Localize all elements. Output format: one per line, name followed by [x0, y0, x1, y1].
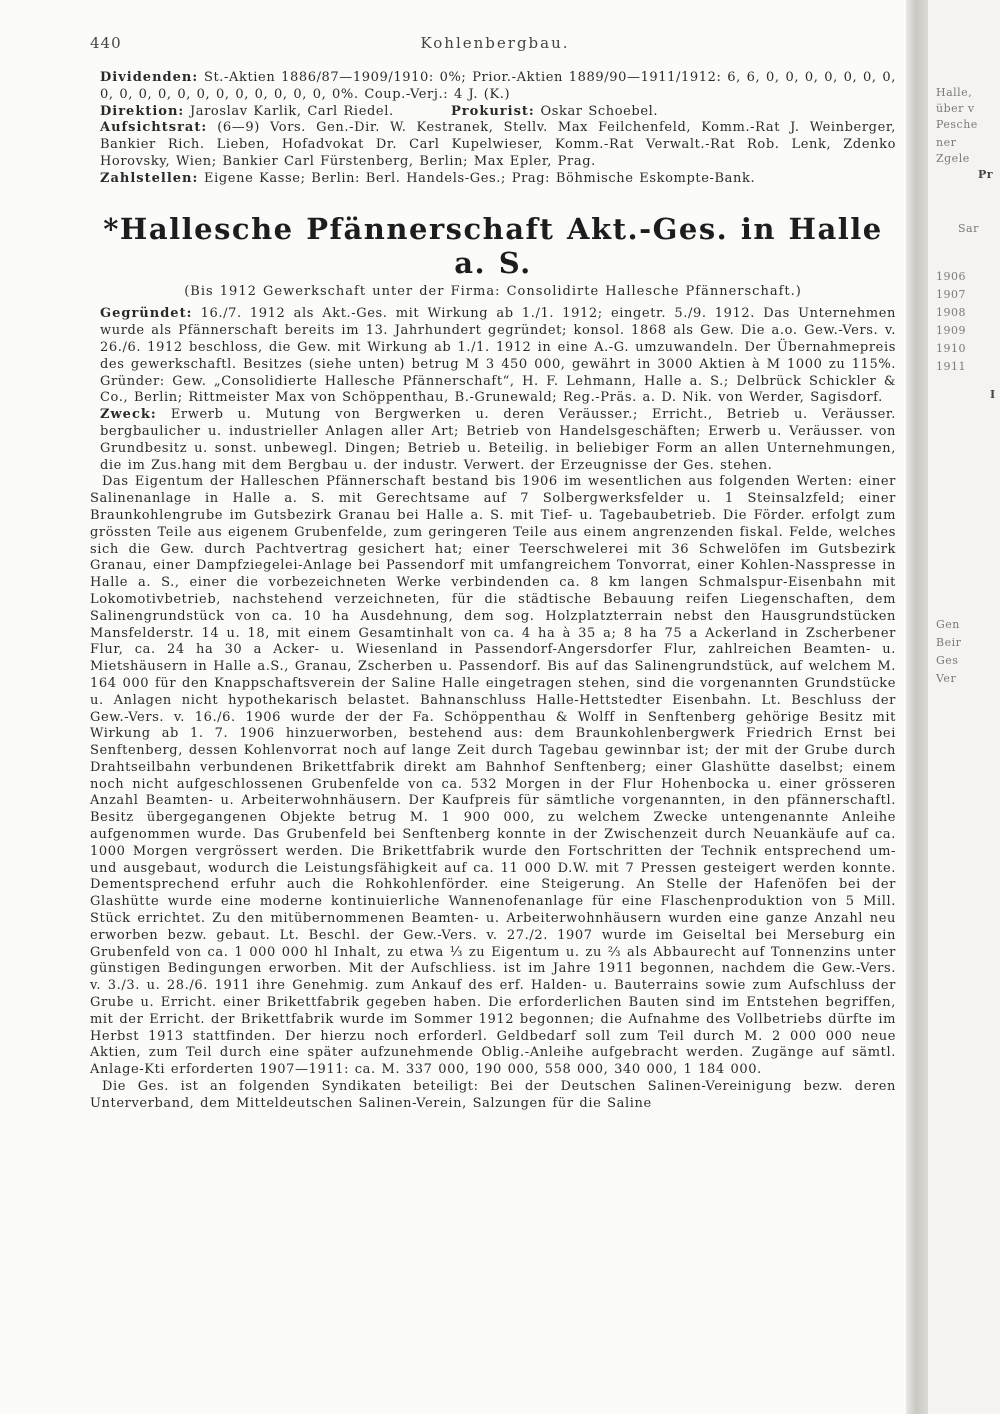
- page-header: [90, 34, 900, 58]
- paying-agents-text: Eigene Kasse; Berlin: Berl. Handels-Ges.; Prag: Böhmische Eskompte-Bank.: [204, 170, 756, 186]
- board-label: Aufsichtsrat:: [100, 120, 208, 136]
- purpose-label: Zweck:: [100, 407, 157, 423]
- fragment-text: Pr: [978, 168, 994, 181]
- fragment-text: Gen: [936, 618, 960, 631]
- founded-text: 16./7. 1912 als Akt.-Ges. mit Wirkung ab 1./1. 1912; eingetr. 5./9. 1912. Das Unternehmen wurde als Pfännerschaft bereits im 13. Jahrhundert gegründet; konsol. 1868 als Gew. Die a.o. Gew.-Vers. v. 26./6. 1912 beschloss, die Gew. mit Wirkung ab 1./1. 1912 in eine A.-G. umzuwandeln. Der Übernahmepreis des gewerkschaftl. Besitzes (siehe unten) betrug M 3 450 000, gewährt in 3000 Aktien à M 1000 zu 115%. Gründer: Gew. „Consolidierte Hallesche Pfännerschaft“, H. F. Lehmann, Halle a. S.; Delbrück Schickler & Co., Berlin; Rittmeister Max von Schöppenthau, B.-Grunewald; Reg.-Präs. a. D. Nik. von Werder, Sagisdorf.: [100, 306, 896, 406]
- board-section: [90, 120, 896, 170]
- fragment-text: Pesche: [936, 118, 978, 131]
- history-paragraph: Das Eigentum der Halleschen Pfännerschaft bestand bis 1906 im wesentlichen aus folgenden Werten: einer Salinenanlage in Halle a. S. mit Gerechtsame auf 7 Solbergwerksfelder u. 1 Steinsalzfeld; einer Braunkohlengrube im Gutsbezirk Granau bei Halle a. S. mit Tief- u. Tagebaubetrieb. Die Förder. erfolgt zum grössten Teile aus eigenem Grubenfelde, zum geringeren Teile aus einem angrenzenden fiskal. Felde, welches sich die Gew. durch Pachtvertrag gesichert hat; einer Teerschwelerei mit 36 Schwelöfen im Gutsbezirk Granau, einer Dampfziegelei-Anlage bei Passendorf mit umfangreichem Tonvorrat, einer Kohlen-Nasspresse in Halle a. S., einer die vorbezeichneten Werke verbindenden ca. 8 km langen Schmalspur-Eisenbahn mit Lokomotivbetrieb, nachstehend verzeichneten, für die städtische Bebauung reifen Liegenschaften, dem Salinengrundstück von ca. 10 ha Ausdehnung, dem sog. Holzplatzterrain nebst den Hausgrundstücken Mansfelderstr. 14 u. 18, mit einem Gesamtinhalt von ca. 4 ha à 35 a; 8 ha 75 a Ackerland in Zscherbener Flur, ca. 24 ha 30 a Acker- u. Wiesenland in Passendorf-Angersdorfer Flur, zahlreichen Beamten- u. Mietshäusern in Halle a.S., Granau, Zscherben u. Passendorf. Bis auf das Salinengrundstück, auf welchem M. 164 000 für den Knappschaftsverein der Saline Halle eingetragen stehen, sind die vorgenannten Grundstücke u. Anlagen nicht hypothekarisch belastet. Bahnanschluss Halle-Hettstedter Eisenbahn. Lt. Beschluss der Gew.-Vers. v. 16./6. 1906 wurde der der Fa. Schöppenthau & Wolff in Senftenberg gehörige Besitz mit Wirkung ab 1. 7. 1906 hinzuerworben, bestehend aus: dem Braunkohlenbergwerk Friedrich Ernst bei Senftenberg, dessen Kohlenvorrat noch auf lange Zeit durch Tagebau gewinnbar ist; der mit der Grube durch Drahtseilbahn verbundenen Brikettfabrik direkt am Bahnhof Senftenberg; einer Glashütte daselbst; einem noch nicht aufgeschlossenen Grubenfelde von ca. 532 Morgen in der Flur Hohenbocka u. einer grösseren Anzahl Beamten- u. Arbeiterwohnhäusern. Der Kaufpreis für sämtliche vorgenannten, in den pfännerschaftl. Besitz übergegangenen Objekte betrug M. 1 900 000, zu welchem Zwecke untengenannte Anleihe aufgenommen wurde. Das Grubenfeld bei Senftenberg konnte in der Zwischenzeit durch Neuankäufe auf ca. 1000 Morgen vergrössert werden. Die Brikettfabrik wurde den Fortschritten der Technik entsprechend um- und ausgebaut, wodurch die Leistungsfähigkeit auf ca. 11 000 D.W. mit 7 Pressen gesteigert werden konnte. Dementsprechend erfuhr auch die Rohkohlenförder. eine Steigerung. An Stelle der Hafenöfen bei der Glashütte wurde eine moderne kontinuierliche Wannenofenanlage für eine Flaschenproduktion von 5 Mill. Stück errichtet. Zu den mitübernommenen Beamten- u. Arbeiterwohnhäusern wurden eine ganze Anzahl neu erworben bezw. gebaut. Lt. Beschl. der Gew.-Vers. v. 27./2. 1907 wurde im Geiseltal bei Merseburg ein Grubenfeld von ca. 1 000 000 hl Inhalt, zu etwa ⅓ zu Eigentum u. zu ⅔ als Abbaurecht auf Tonnenzins unter günstigen Bedingungen erworben. Mit der Aufschliess. ist im Jahre 1911 begonnen, nachdem die Gew.-Vers. v. 3./3. u. 28./6. 1911 ihre Genehmig. zum Ankauf des erf. Halden- u. Bauterrains sowie zum Aufschluss der Grube u. Erricht. einer Brikettfabrik gegeben haben. Die erforderlichen Bauten sind im Entstehen begriffen, mit der Erricht. der Brikettfabrik wurde im Sommer 1912 begonnen; die Aufnahme des Vollbetriebs dürfte im Herbst 1913 stattfinden. Der hierzu noch erforderl. Geldbedarf soll zum Teil durch M. 2 000 000 neue Aktien, zum Teil durch eine später aufzunehmende Oblig.-Anleihe aufgebracht werden. Zugänge auf sämtl. Anlage-Kti erforderten 1907—1911: ca. M. 337 000, 190 000, 558 000, 340 000, 1 184 000.: [90, 474, 896, 1078]
- page-number: 440: [90, 34, 122, 52]
- dividends-section: [90, 70, 896, 104]
- fragment-text: 1911: [936, 360, 966, 373]
- book-gutter: [906, 0, 928, 1414]
- fragment-text: Zgele: [936, 152, 970, 165]
- dividends-label: Dividenden:: [100, 70, 199, 85]
- fragment-text: 1910: [936, 342, 966, 355]
- fragment-text: 1906: [936, 270, 966, 283]
- founded-label: Gegründet:: [100, 306, 193, 322]
- fragment-text: Ver: [936, 672, 957, 685]
- purpose-section: [90, 407, 896, 474]
- entry-title: *Hallesche Pfännerschaft Akt.-Ges. in Halle a. S.: [103, 211, 883, 280]
- text-column: [90, 70, 896, 1113]
- fragment-text: 1909: [936, 324, 966, 337]
- direction-section: [90, 104, 896, 121]
- fragment-text: Ges: [936, 654, 959, 667]
- entry-subtitle: (Bis 1912 Gewerkschaft unter der Firma: Consolidirte Hallesche Pfännerschaft.): [184, 283, 802, 299]
- fragment-text: ner: [936, 136, 957, 149]
- running-head: Kohlenbergbau.: [420, 34, 570, 52]
- board-text: (6—9) Vors. Gen.-Dir. W. Kestranek, Stellv. Max Feilchenfeld, Komm.-Rat J. Weinberger, Bankier Rich. Lieben, Hofadvokat Dr. Carl Kupelwieser, Komm.-Rat Verwalt.-Rat Rob. Lenk, Zdenko Horovsky, Wien; Bankier Carl Fürstenberg, Berlin; Max Epler, Prag.: [100, 120, 896, 169]
- syndicates-paragraph: Die Ges. ist an folgenden Syndikaten beteiligt: Bei der Deutschen Salinen-Vereinigung bezw. deren Unterverband, dem Mitteldeutschen Salinen-Verein, Salzungen für die Saline: [90, 1079, 896, 1111]
- fragment-text: Beir: [936, 636, 962, 649]
- fragment-text: 1908: [936, 306, 966, 319]
- fragment-text: über v: [936, 102, 975, 115]
- purpose-text: Erwerb u. Mutung von Bergwerken u. deren Veräusser.; Erricht., Betrieb u. Veräusser. bergbaulicher u. industrieller Anlagen aller Art; Betrieb von Handelsgeschäften; Erwerb u. Veräusser. von Grundbesitz u. sonst. unbewegl. Dingen; Betrieb u. Beteilig. in beliebiger Form an allen Unternehmungen, die im Zus.hang mit dem Bergbau u. der industr. Verwert. der Erzeugnisse der Ges. stehen.: [100, 407, 897, 473]
- fragment-text: Sar: [958, 222, 979, 235]
- paying-agents-label: Zahlstellen:: [100, 170, 199, 186]
- prokurist-text: Oskar Schoebel.: [540, 103, 659, 119]
- prokurist-label: Prokurist:: [451, 103, 535, 119]
- founded-section: [90, 306, 896, 407]
- fragment-text: Halle,: [936, 86, 973, 99]
- direction-label: Direktion:: [100, 103, 185, 119]
- dividends-text: St.-Aktien 1886/87—1909/1910: 0%; Prior.-Aktien 1889/90—1911/1912: 6, 6, 0, 0, 0, 0, 0, 0, 0, 0, 0, 0, 0, 0, 0, 0, 0, 0, 0, 0, 0, 0%. Coup.-Verj.: 4 J. (K.): [100, 70, 897, 102]
- paying-agents-section: [90, 171, 896, 188]
- direction-text: Jaroslav Karlik, Carl Riedel.: [189, 103, 394, 119]
- fragment-text: I: [990, 388, 996, 401]
- adjacent-page-edge: [928, 0, 1000, 1414]
- fragment-text: 1907: [936, 288, 966, 301]
